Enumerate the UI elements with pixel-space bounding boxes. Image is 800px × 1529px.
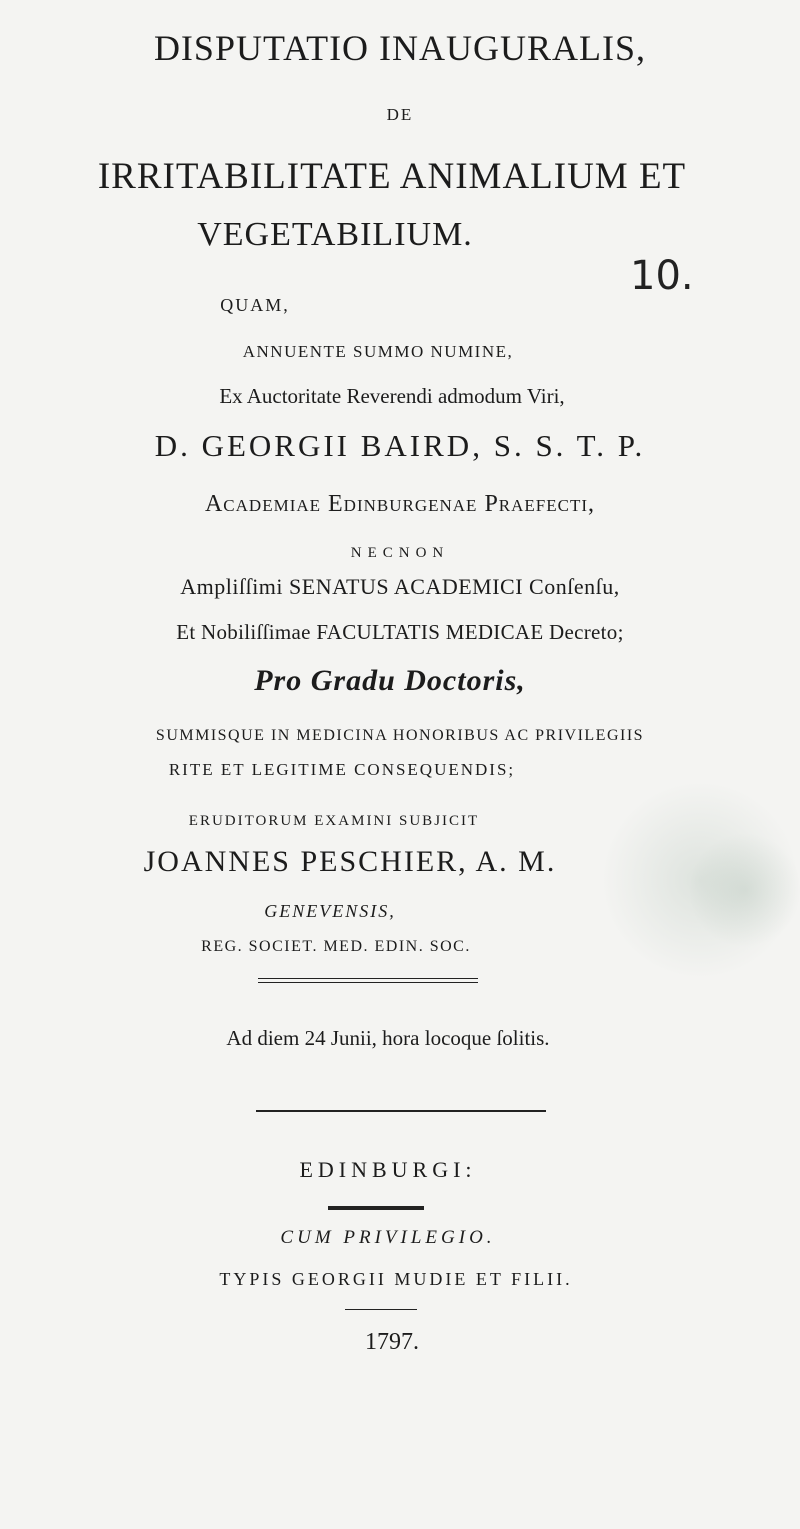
author-name: JOANNES PESCHIER, A. M. xyxy=(143,845,557,878)
senatus-line: Ampliſſimi SENATUS ACADEMICI Conſenſu, xyxy=(180,574,620,599)
edinburgi-line: EDINBURGI: xyxy=(299,1157,477,1182)
pro-gradu-doctoris-line: Pro Gradu Doctoris, xyxy=(254,664,526,697)
eruditorum-line: ERUDITORUM EXAMINI SUBJICIT xyxy=(188,813,480,829)
heading-irritabilitate: IRRITABILITATE ANIMALIUM ET xyxy=(97,156,687,197)
academiae-line: Academiae Edinburgenae Praefecti, xyxy=(204,491,596,517)
georgii-baird-line: D. GEORGII BAIRD, S. S. T. P. xyxy=(154,428,646,463)
year-line: 1797. xyxy=(365,1329,419,1355)
auctoritate-line: Ex Auctoritate Reverendi admodum Viri, xyxy=(219,384,565,408)
cum-privilegio-line: CUM PRIVILEGIO. xyxy=(280,1227,496,1248)
facultatis-line: Et Nobiliſſimae FACULTATIS MEDICAE Decreto; xyxy=(176,620,624,644)
genevensis-line: GENEVENSIS, xyxy=(264,901,396,921)
date-line: Ad diem 24 Junii, hora locoque ſolitis. xyxy=(226,1026,550,1050)
quam-line: QUAM, xyxy=(220,295,290,315)
heading-disputatio: DISPUTATIO INAUGURALIS, xyxy=(153,28,647,68)
annuente-line: ANNUENTE SUMMO NUMINE, xyxy=(242,342,514,361)
printer-line: TYPIS GEORGII MUDIE ET FILII. xyxy=(219,1269,573,1289)
summisque-line: SUMMISQUE IN MEDICINA HONORIBUS AC PRIVILEGIIS xyxy=(155,727,645,744)
heading-de: DE xyxy=(386,105,414,124)
rule-heavy xyxy=(328,1206,424,1210)
necnon-line: NECNON xyxy=(350,545,450,561)
society-line: REG. SOCIET. MED. EDIN. SOC. xyxy=(201,938,471,955)
rule-double-bottom xyxy=(258,982,478,983)
rule-long xyxy=(256,1110,546,1112)
rule-double-top xyxy=(258,978,478,979)
heading-vegetabilium: VEGETABILIUM. xyxy=(197,216,473,253)
rule-short xyxy=(345,1309,417,1310)
rite-line: RITE ET LEGITIME CONSEQUENDIS; xyxy=(168,760,516,779)
handwritten-number: 10. xyxy=(630,253,694,299)
